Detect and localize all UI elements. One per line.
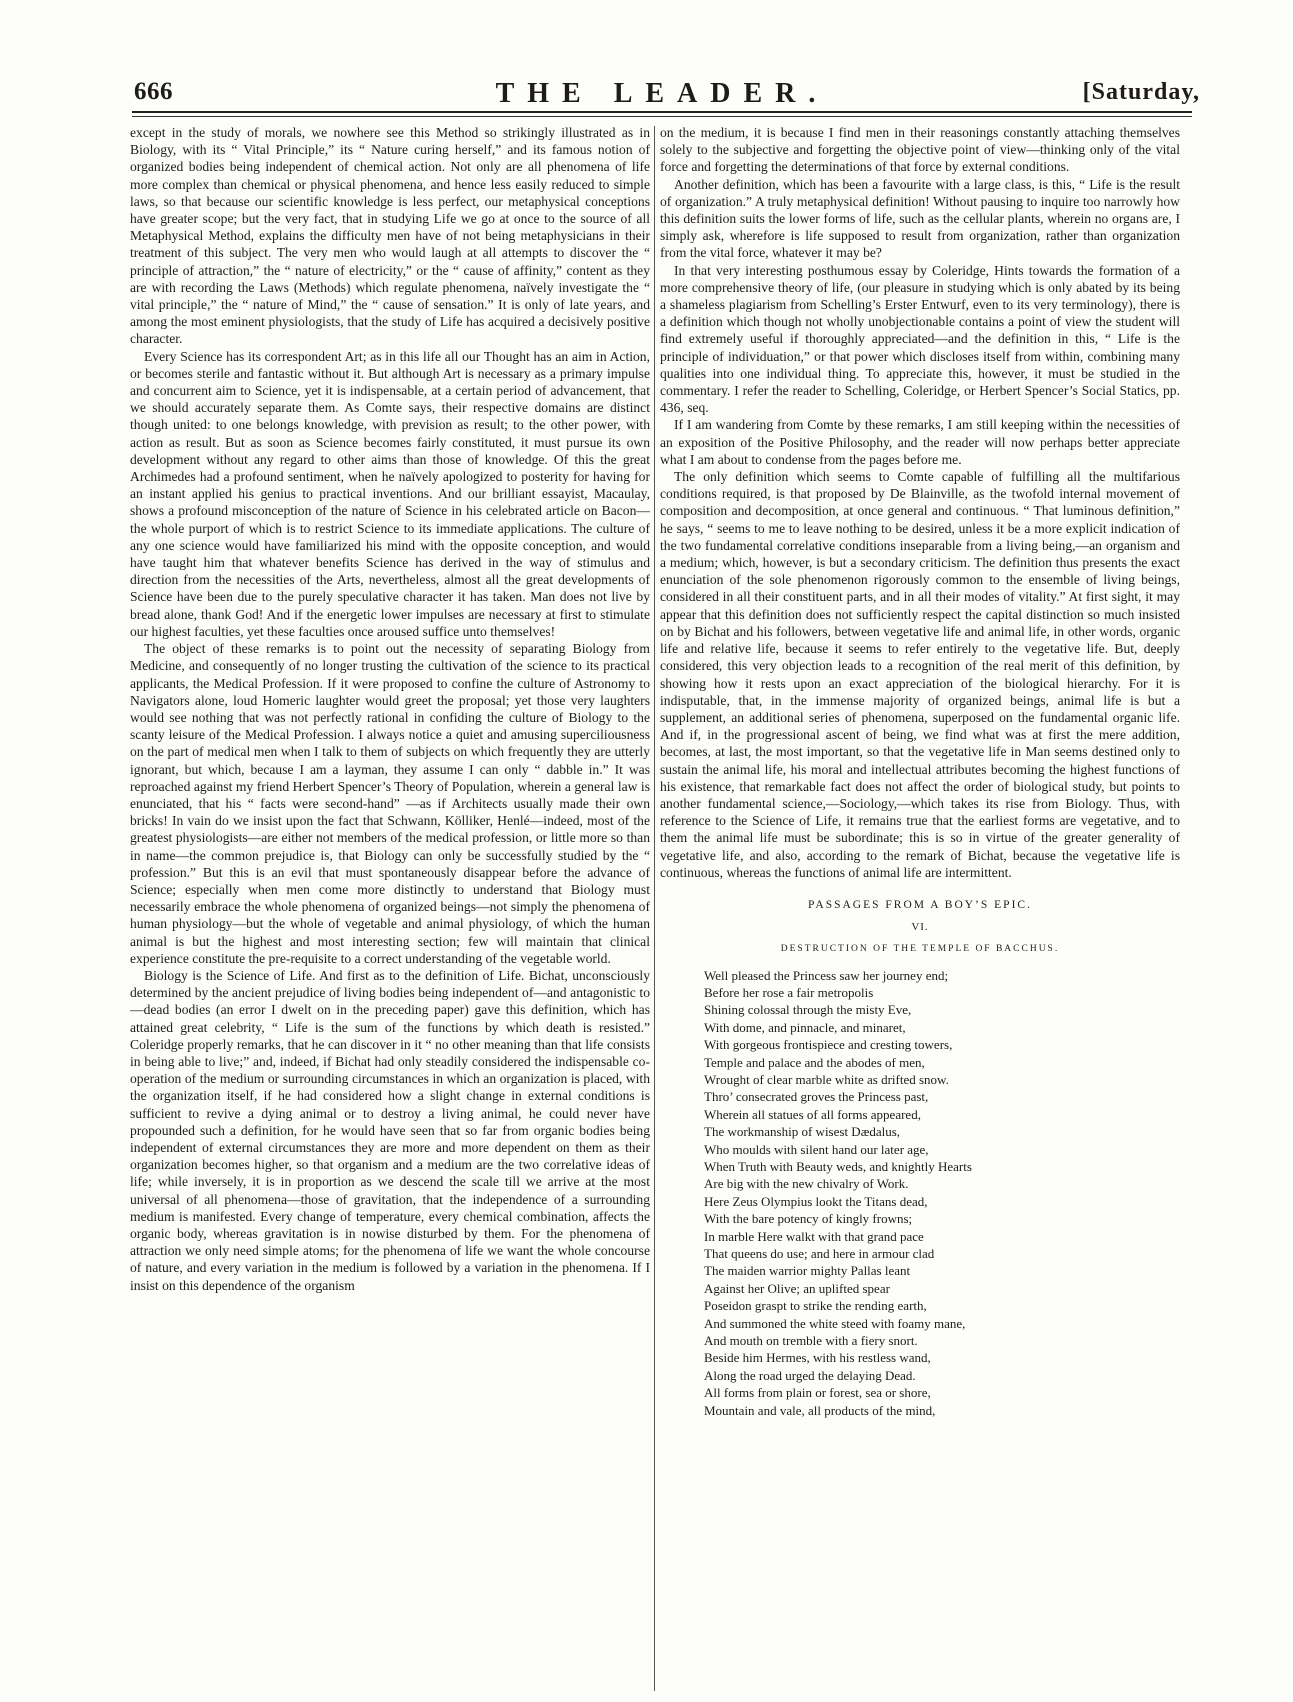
- right-column: [660, 124, 1180, 1694]
- page-number: 666: [134, 78, 173, 105]
- paragraph: The only definition which seems to Comte capable of fulfilling all the multifarious conditions required, is that proposed by De Blainville, as the twofold internal movement of composition and decomposition, at once general and continuous. “ That luminous definition,” he says, “ seems to me to leave nothing to be desired, unless it be a more explicit indication of the two fundamental correlative conditions inseparable from a living being,—an organism and a medium; which, however, is but a secondary criticism. The definition thus presents the exact enunciation of the sole phenomenon rigorously common to the ensemble of living beings, considered in all their constituent parts, and in all their modes of vitality.” At first sight, it may appear that this definition does not sufficiently respect the capital distinction so much insisted on by Bichat and his followers, between vegetative life and animal life, in other words, organic life and relative life, because it seems to refer entirely to the vegetative life. But, deeply considered, this very objection leads to a recognition of the real merit of this definition, by showing how it rests upon an exact appreciation of the biological hierarchy. For it is indisputable, that, in the immense majority of organized beings, animal life is but a supplement, an additional series of phenomena, superposed on the fundamental organic life. And if, in the progressional ascent of being, we find what was at first the mere addition, becomes, at last, the most important, so that the vegetative life in Man seems destined only to sustain the animal life, his moral and intellectual attributes becoming the highest functions of his existence, that remarkable fact does not affect the order of biological study, but points to another fundamental science,—Sociology,—which takes its rise from Biology. Thus, with reference to the Science of Life, it remains true that the earliest forms are vegetative, and to them the animal life must be subordinate; this is so in virtue of the greater generality of vegetative life, and also, according to the remark of Bichat, because the vegetative life is continuous, whereas the functions of animal life are intermittent.: [660, 469, 1180, 880]
- poem-line: Against her Olive; an uplifted spear: [704, 1280, 890, 1296]
- paragraph: Every Science has its correspondent Art; as in this life all our Thought has an aim in Action, or becomes sterile and fantastic without it. But although Art is necessary as a primary impulse and concurrent aim to Science, yet it is indispensable, at a certain period of advancement, that we should accurately separate them. As Comte says, their respective domains are distinct though united: to one belongs knowledge, with prevision as result; to the other power, with action as result. But as soon as Science becomes fairly constituted, it must pursue its own development without any regard to other aims than those of knowledge. Of this the great Archimedes had a profound sentiment, when he naïvely apologized to posterity for having for an instant applied his genius to practical inventions. And our brilliant essayist, Macaulay, shows a profound misconception of the nature of Science in his celebrated article on Bacon—the whole purport of which is to restrict Science to its immediate applications. The culture of any one science would have familiarized his mind with the opposite conception, and would have taught him that whatever benefits Science has derived in the way of stimulus and direction from the necessities of the Arts, nevertheless, almost all the great developments of Science have been due to the purely speculative character it has taken. Man does not live by bread alone, thank God! And if the energetic lower impulses are necessary at first to stimulate our highest faculties, yet these faculties once aroused suffice unto themselves!: [130, 348, 650, 639]
- poem-line: Wrought of clear marble white as drifted snow.: [704, 1071, 949, 1087]
- poem-line: In marble Here walkt with that grand pace: [704, 1228, 924, 1244]
- poem-line: And summoned the white steed with foamy mane,: [704, 1315, 966, 1331]
- poem-line: Here Zeus Olympius lookt the Titans dead,: [704, 1193, 928, 1209]
- poem-line: With the bare potency of kingly frowns;: [704, 1211, 913, 1227]
- poem-line: Wherein all statues of all forms appeared,: [704, 1106, 921, 1122]
- poem-line: And mouth on tremble with a fiery snort.: [704, 1333, 918, 1349]
- poem-line: Mountain and vale, all products of the mind,: [704, 1402, 936, 1418]
- column-divider: [654, 126, 655, 1691]
- poem-line: All forms from plain or forest, sea or shore,: [704, 1385, 931, 1401]
- poem-title: PASSAGES FROM A BOY’S EPIC.: [808, 898, 1032, 911]
- paragraph: The object of these remarks is to point out the necessity of separating Biology from Medicine, and consequently of no longer trusting the cultivation of the science to its practical applicants, the Medical Profession. If it were proposed to confine the culture of Astronomy to Navigators alone, loud Homeric laughter would greet the proposal; yet those very laughters would see nothing that was not perfectly rational in confiding the culture of Biology to the scanty leisure of the Medical Profession. I always notice a quiet and amusing superciliousness on the part of medical men when I talk to them of subjects on which frequently they are utterly ignorant, but which, because I am a layman, they assume I can only “ dabble in.” It was reproached against my friend Herbert Spencer’s Theory of Population, wherein a general law is enunciated, that his “ facts were second-hand” —as if Architects usually made their own bricks! In vain do we insist upon the fact that Schwann, Kölliker, Henlé—indeed, most of the greatest physiologists—are either not members of the medical profession, or little more so than in name—the common prejudice is, that Biology can only be successfully studied by the “ profession.” But this is an evil that must spontaneously disappear before the advance of Science; especially when men come more distinctly to understand that Biology must necessarily embrace the whole phenomena of organized beings—not simply the phenomena of human physiology—but the whole of vegetable and animal physiology, of which the human animal is but the highest and most interesting section; few will maintain that clinical experience constitute the pre-requisite to a correct understanding of the vegetable world.: [130, 641, 650, 966]
- poem-line: With gorgeous frontispiece and cresting towers,: [704, 1037, 953, 1053]
- poem-subtitle: DESTRUCTION OF THE TEMPLE OF BACCHUS.: [780, 944, 1060, 955]
- paragraph: on the medium, it is because I find men in their reasonings constantly attaching themselves solely to the subjective and forgetting the objective point of view—thinking only of the vital force and forgetting the determinations of that force by external conditions.: [660, 125, 1180, 175]
- paragraph: In that very interesting posthumous essay by Coleridge, Hints towards the formation of a more comprehensive theory of life, (our pleasure in studying which is only abated by its being a shameless plagiarism from Schelling’s Erster Entwurf, even to its very terminology), there is a definition which though not wholly unobjectionable contains a point of view the student will find extremely useful if thoroughly appreciated—and the definition in this, “ Life is the principle of individuation,” or that power which discloses itself from within, combining many qualities into one individual thing. To appreciate this, however, it must be studied in the commentary. I refer the reader to Schelling, Coleridge, or Herbert Spencer’s Social Statics, pp. 436, seq.: [660, 262, 1180, 416]
- poem-line: When Truth with Beauty weds, and knightly Hearts: [704, 1159, 972, 1175]
- poem-line: Shining colossal through the misty Eve,: [704, 1002, 912, 1018]
- poem-body: [704, 967, 1180, 1420]
- masthead-rule: [132, 111, 1192, 113]
- poem-number: VI.: [911, 921, 929, 934]
- masthead-rule-thin: [132, 116, 1192, 117]
- poem-line: That queens do use; and here in armour clad: [704, 1246, 935, 1262]
- poem-line: Temple and palace and the abodes of men,: [704, 1054, 925, 1070]
- poem-line: Thro’ consecrated groves the Princess past,: [704, 1089, 929, 1105]
- paragraph: Biology is the Science of Life. And first as to the definition of Life. Bichat, unconsciously determined by the ancient prejudice of living bodies being independent of—and antagonistic to—dead bodies (an error I dwelt on in the preceding paper) gave this definition, which has attained great celebrity, “ Life is the sum of the functions by which death is resisted.” Coleridge properly remarks, that he can discover in it “ no other meaning than that life consists in being able to live;” and, indeed, if Bichat had only steadily considered the indispensable co-operation of the medium or surrounding circumstances in which an organization is placed, with the organization itself, if he had considered how a slight change in external conditions is sufficient to revive a dying animal or to destroy a living animal, he could never have propounded such a definition, for he would have seen that so far from organic bodies being independent of external circumstances they are more and more dependent on them as their organization becomes higher, so that organism and a medium are the two correlative ideas of life; while inversely, it is in proportion as we descend the scale till we arrive at the most universal of all phenomena—those of gravitation, that the independence of a surrounding medium is manifested. Every change of temperature, every chemical combination, affects the organic body, whereas gravitation is in nowise disturbed by them. For the phenomena of attraction we only need simple atoms; for the phenomena of life we want the whole concourse of nature, and every variation in the medium is followed by a variation in the phenomena. If I insist on this dependence of the organism: [130, 967, 650, 1293]
- poem-line: Are big with the new chivalry of Work.: [704, 1176, 909, 1192]
- poem-line: The maiden warrior mighty Pallas leant: [704, 1263, 911, 1279]
- masthead: [132, 78, 1200, 109]
- poem-line: With dome, and pinnacle, and minaret,: [704, 1019, 906, 1035]
- paragraph: If I am wandering from Comte by these remarks, I am still keeping within the necessities of an exposition of the Positive Philosophy, and the reader will now perhaps better appreciate what I am about to condense from the pages before me.: [660, 417, 1180, 467]
- poem-line: Along the road urged the delaying Dead.: [704, 1367, 916, 1383]
- poem-line: Before her rose a fair metropolis: [704, 984, 874, 1000]
- poem-line: Beside him Hermes, with his restless wand,: [704, 1350, 931, 1366]
- poem-line: The workmanship of wisest Dædalus,: [704, 1124, 901, 1140]
- paragraph: except in the study of morals, we nowhere see this Method so strikingly illustrated as in Biology, with its “ Vital Principle,” its “ Nature curing herself,” and its famous notion of organized bodies being independent of chemical action. Not only are all phenomena of life more complex than chemical or physical phenomena, and hence less easily reduced to simple laws, so that because our scientific knowledge is less perfect, our metaphysical conceptions have greater scope; but the very fact, that in studying Life we go at once to the source of all Metaphysical Method, explains the difficulty men have of not being metaphysicians in their treatment of this subject. The very men who would laugh at all attempts to discover the “ principle of attraction,” the “ nature of electricity,” or the “ cause of affinity,” content as they are with recording the Laws (Methods) which regulate phenomena, naïvely investigate the “ vital principle,” the “ nature of Mind,” the “ cause of sensation.” It is only of late years, and among the most eminent physiologists, that the study of Life has acquired a decisively positive character.: [130, 125, 650, 347]
- poem-line: Well pleased the Princess saw her journey end;: [704, 967, 949, 983]
- poem-line: Poseidon graspt to strike the rending earth,: [704, 1298, 927, 1314]
- poem-line: Who moulds with silent hand our later age,: [704, 1141, 929, 1157]
- paper-title: THE LEADER.: [495, 78, 829, 109]
- left-column: [130, 124, 650, 1694]
- paragraph: Another definition, which has been a favourite with a large class, is this, “ Life is the result of organization.” A truly metaphysical definition! Without pausing to inquire too narrowly how this definition suits the lower forms of life, such as the cellular plants, wherein no organs are, I simply ask, wherefore is life supposed to result from organization, rather than organization from the vital force, whatever it may be?: [660, 176, 1180, 261]
- day-label: [Saturday,: [1082, 79, 1200, 105]
